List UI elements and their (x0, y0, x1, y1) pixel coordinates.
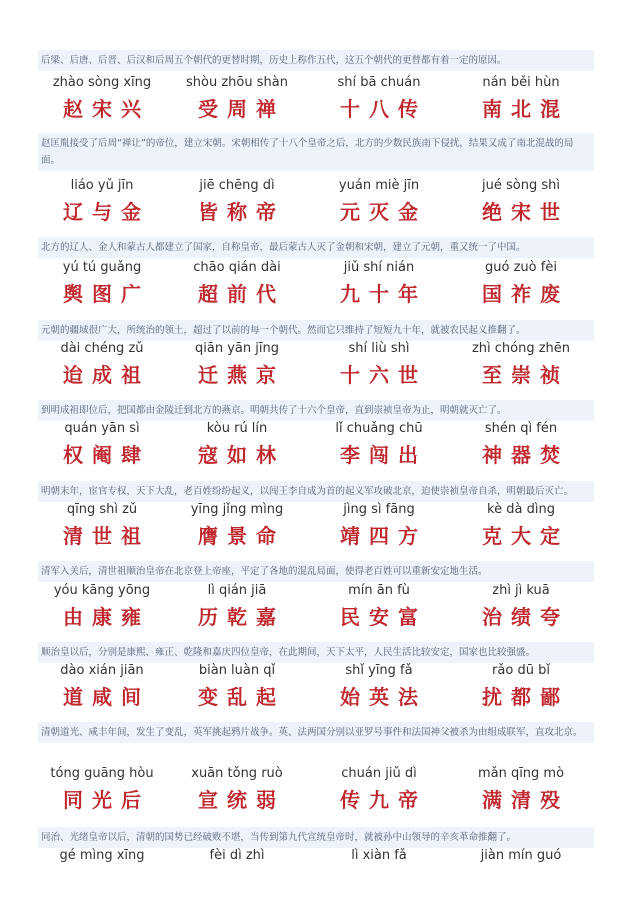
note-paragraph-3: 元朝的疆域很广大，所统治的领土，超过了以前的每一个朝代。然而它只维持了短短九十年，就被农民起义推翻了。 (38, 320, 594, 341)
hanzi: 传九帝 (340, 788, 427, 812)
note-paragraph-7: 顺治皇以后，分别是康熙、雍正、乾隆和嘉庆四位皇帝，在此期间，天下太平，人民生活比较安定，国家也比较强盛。 (38, 642, 594, 663)
hanzi: 权阉肆 (63, 443, 150, 467)
pinyin: shǐ yīng fǎ (345, 663, 413, 678)
pinyin: lǐ chuǎng chū (335, 421, 423, 436)
verse-word (309, 341, 449, 387)
note-paragraph-9: 同治、光绪皇帝以后，清朝的国势已经破败不堪，当传到第九代宣统皇帝时，就被孙中山领导的辛亥革命推翻了。 (38, 827, 594, 848)
verse-word (451, 75, 591, 121)
hanzi: 迨成祖 (63, 363, 150, 387)
hanzi: 皆称帝 (198, 200, 285, 224)
pinyin: fèi dì zhì (209, 848, 265, 863)
verse-row-9 (0, 766, 640, 836)
note-paragraph-0: 后梁、后唐、后晋、后汉和后周五个朝代的更替时期，历史上称作五代，这五个朝代的更替都有着一定的原因。 (38, 50, 594, 71)
pinyin: shòu zhōu shàn (186, 75, 288, 90)
pinyin: xuān tǒng ruò (191, 766, 283, 781)
hanzi: 宣统弱 (198, 788, 285, 812)
hanzi: 道咸间 (63, 685, 150, 709)
verse-word (32, 848, 172, 864)
verse-word (451, 663, 591, 709)
verse-word (451, 421, 591, 467)
verse-word (32, 502, 172, 548)
verse-word (451, 341, 591, 387)
verse-word (167, 421, 307, 467)
hanzi: 膺景命 (198, 524, 285, 548)
hanzi: 始英法 (340, 685, 427, 709)
pinyin: jìng sì fāng (343, 502, 415, 517)
verse-word (309, 178, 449, 224)
pinyin: jiǔ shí nián (343, 260, 415, 275)
hanzi: 克大定 (482, 524, 569, 548)
verse-word (32, 663, 172, 709)
hanzi: 辽与金 (63, 200, 150, 224)
hanzi: 绝宋世 (482, 200, 569, 224)
pinyin: shén qì fén (484, 421, 558, 436)
pinyin: shí bā chuán (337, 75, 421, 90)
pinyin: liáo yǔ jīn (70, 178, 134, 193)
verse-word (167, 663, 307, 709)
hanzi: 超前代 (198, 282, 285, 306)
hanzi: 九十年 (340, 282, 427, 306)
verse-word (451, 502, 591, 548)
verse-word (167, 583, 307, 629)
verse-word (32, 341, 172, 387)
pinyin: rǎo dū bǐ (492, 663, 550, 678)
verse-row-10 (0, 848, 640, 888)
hanzi: 满清殁 (482, 788, 569, 812)
hanzi: 受周禅 (198, 97, 285, 121)
pinyin: yīng jǐng mìng (190, 502, 284, 517)
pinyin: zhào sòng xīng (52, 75, 152, 90)
pinyin: jué sòng shì (482, 178, 560, 193)
hanzi: 李闯出 (340, 443, 427, 467)
note-paragraph-6: 清军入关后，清世祖顺治皇帝在北京登上帝座，平定了各地的混乱局面，使得老百姓可以重新安定地生活。 (38, 561, 594, 582)
hanzi: 由康雍 (63, 605, 150, 629)
hanzi: 至崇祯 (482, 363, 569, 387)
hanzi: 南北混 (482, 97, 569, 121)
hanzi: 赵宋兴 (63, 97, 150, 121)
verse-word (451, 583, 591, 629)
hanzi: 靖四方 (340, 524, 427, 548)
verse-word (309, 75, 449, 121)
pinyin: kè dà dìng (487, 502, 555, 517)
pinyin: chāo qián dài (193, 260, 281, 275)
pinyin: chuán jiǔ dì (341, 766, 417, 781)
verse-word (309, 260, 449, 306)
pinyin: zhì chóng zhēn (471, 341, 571, 356)
hanzi: 元灭金 (340, 200, 427, 224)
verse-word (167, 848, 307, 864)
pinyin: jiē chēng dì (199, 178, 275, 193)
verse-word (32, 75, 172, 121)
verse-word (167, 178, 307, 224)
verse-word (32, 260, 172, 306)
hanzi: 扰都鄙 (482, 685, 569, 709)
hanzi: 迁燕京 (198, 363, 285, 387)
pinyin: lì xiàn fǎ (351, 848, 407, 863)
note-paragraph-1: 赵匡胤接受了后周“禅让”的帝位，建立宋朝。宋朝相传了十八个皇帝之后，北方的少数民族南下侵扰，结果又成了南北混战的局面。 (38, 133, 594, 171)
verse-word (451, 766, 591, 812)
verse-word (451, 848, 591, 864)
pinyin: tóng guāng hòu (50, 766, 154, 781)
verse-word (451, 178, 591, 224)
pinyin: guó zuò fèi (485, 260, 557, 275)
verse-word (309, 583, 449, 629)
hanzi: 民安富 (340, 605, 427, 629)
verse-word (309, 848, 449, 864)
pinyin: shí liù shì (348, 341, 410, 356)
verse-word (167, 260, 307, 306)
pinyin: yuán miè jīn (338, 178, 420, 193)
verse-word (167, 75, 307, 121)
hanzi: 舆图广 (63, 282, 150, 306)
verse-word (167, 766, 307, 812)
note-paragraph-2: 北方的辽人、金人和蒙古人都建立了国家，自称皇帝，最后蒙古人灭了金朝和宋朝，建立了元朝，重又统一了中国。 (38, 237, 594, 258)
verse-word (32, 766, 172, 812)
verse-word (32, 178, 172, 224)
hanzi: 十八传 (340, 97, 427, 121)
verse-word (309, 502, 449, 548)
verse-word (309, 766, 449, 812)
hanzi: 十六世 (340, 363, 427, 387)
hanzi: 寇如林 (198, 443, 285, 467)
pinyin: jiàn mín guó (480, 848, 562, 863)
pinyin: dài chéng zǔ (60, 341, 144, 356)
note-paragraph-5: 明朝末年，宦官专权，天下大乱，老百姓纷纷起义，以闯王李自成为首的起义军攻破北京，迫使崇祯皇帝自杀，明朝最后灭亡。 (38, 481, 594, 502)
hanzi: 清世祖 (63, 524, 150, 548)
pinyin: mín ān fù (348, 583, 410, 598)
pinyin: dào xián jiān (60, 663, 144, 678)
hanzi: 神器焚 (482, 443, 569, 467)
note-paragraph-4: 到明成祖即位后，把国都由金陵迁到北方的燕京。明朝共传了十六个皇帝，直到崇祯皇帝为止，明朝就灭亡了。 (38, 400, 594, 421)
verse-word (451, 260, 591, 306)
pinyin: mǎn qīng mò (477, 766, 565, 781)
pinyin: yú tú guǎng (62, 260, 142, 275)
pinyin: nán běi hùn (482, 75, 560, 90)
pinyin: qiān yān jīng (195, 341, 279, 356)
pinyin: lì qián jiā (207, 583, 267, 598)
hanzi: 历乾嘉 (198, 605, 285, 629)
pinyin: quán yān sì (64, 421, 140, 436)
pinyin: zhì jì kuā (492, 583, 550, 598)
hanzi: 国祚废 (482, 282, 569, 306)
verse-word (32, 583, 172, 629)
verse-word (309, 421, 449, 467)
hanzi: 同光后 (63, 788, 150, 812)
hanzi: 治绩夸 (482, 605, 569, 629)
pinyin: biàn luàn qǐ (198, 663, 276, 678)
pinyin: kòu rú lín (206, 421, 268, 436)
verse-word (167, 502, 307, 548)
hanzi: 变乱起 (198, 685, 285, 709)
verse-word (167, 341, 307, 387)
pinyin: yóu kāng yōng (53, 583, 151, 598)
verse-word (32, 421, 172, 467)
pinyin: gé mìng xīng (59, 848, 145, 863)
note-paragraph-8: 清朝道光、咸丰年间，发生了变乱，英军挑起鸦片战争。英、法两国分别以亚罗号事件和法国神父被杀为由组成联军，直攻北京。 (38, 722, 594, 743)
verse-word (309, 663, 449, 709)
pinyin: qīng shì zǔ (66, 502, 138, 517)
